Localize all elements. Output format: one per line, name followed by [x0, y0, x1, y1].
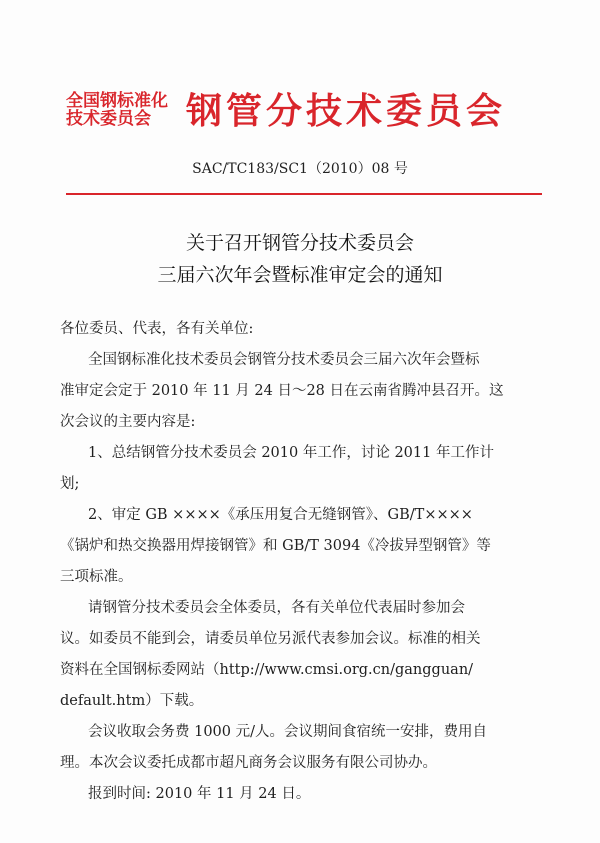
body-line: 请钢管分技术委员会全体委员，各有关单位代表届时参加会	[88, 600, 465, 616]
body-line: 全国钢标准化技术委员会钢管分技术委员会三届六次年会暨标	[88, 352, 480, 368]
body-line: 1、总结钢管分技术委员会 2010 年工作，讨论 2011 年工作计	[88, 445, 494, 461]
salutation: 各位委员、代表，各有关单位:	[60, 321, 254, 337]
red-divider	[66, 193, 542, 195]
org-name-large: 钢管分技术委员会	[186, 91, 507, 132]
body-line: 三项标准。	[60, 569, 133, 585]
body-line: 报到时间: 2010 年 11 月 24 日。	[88, 786, 311, 802]
notice-body	[60, 314, 540, 810]
org-name-small	[66, 92, 180, 128]
body-line: 议。如委员不能到会，请委员单位另派代表参加会议。标准的相关	[60, 631, 481, 647]
body-line: 准审定会定于 2010 年 11 月 24 日～28 日在云南省腾冲县召开。这	[60, 383, 504, 399]
body-line: 理。本次会议委托成都市超凡商务会议服务有限公司协办。	[60, 755, 437, 771]
body-line: 划;	[60, 476, 80, 492]
org-name-small-line2: 技术委员会	[66, 109, 151, 129]
notice-title-line1: 关于召开钢管分技术委员会	[185, 232, 414, 254]
org-name-small-line1: 全国钢标准化	[66, 91, 168, 111]
body-line: 《锅炉和热交换器用焊接钢管》和 GB/T 3094《冷拔异型钢管》等	[60, 538, 491, 554]
body-line: 次会议的主要内容是:	[60, 414, 196, 430]
notice-title-line2: 三届六次年会暨标准审定会的通知	[157, 264, 443, 286]
body-line: 2、审定 GB ××××《承压用复合无缝钢管》、GB/T××××	[88, 507, 473, 523]
body-line: default.htm）下载。	[60, 693, 204, 709]
body-line: 会议收取会务费 1000 元/人。会议期间食宿统一安排，费用自	[88, 724, 488, 740]
body-line: 资料在全国钢标委网站（http://www.cmsi.org.cn/gangguan/	[60, 662, 474, 678]
document-number: SAC/TC183/SC1（2010）08 号	[192, 161, 408, 177]
